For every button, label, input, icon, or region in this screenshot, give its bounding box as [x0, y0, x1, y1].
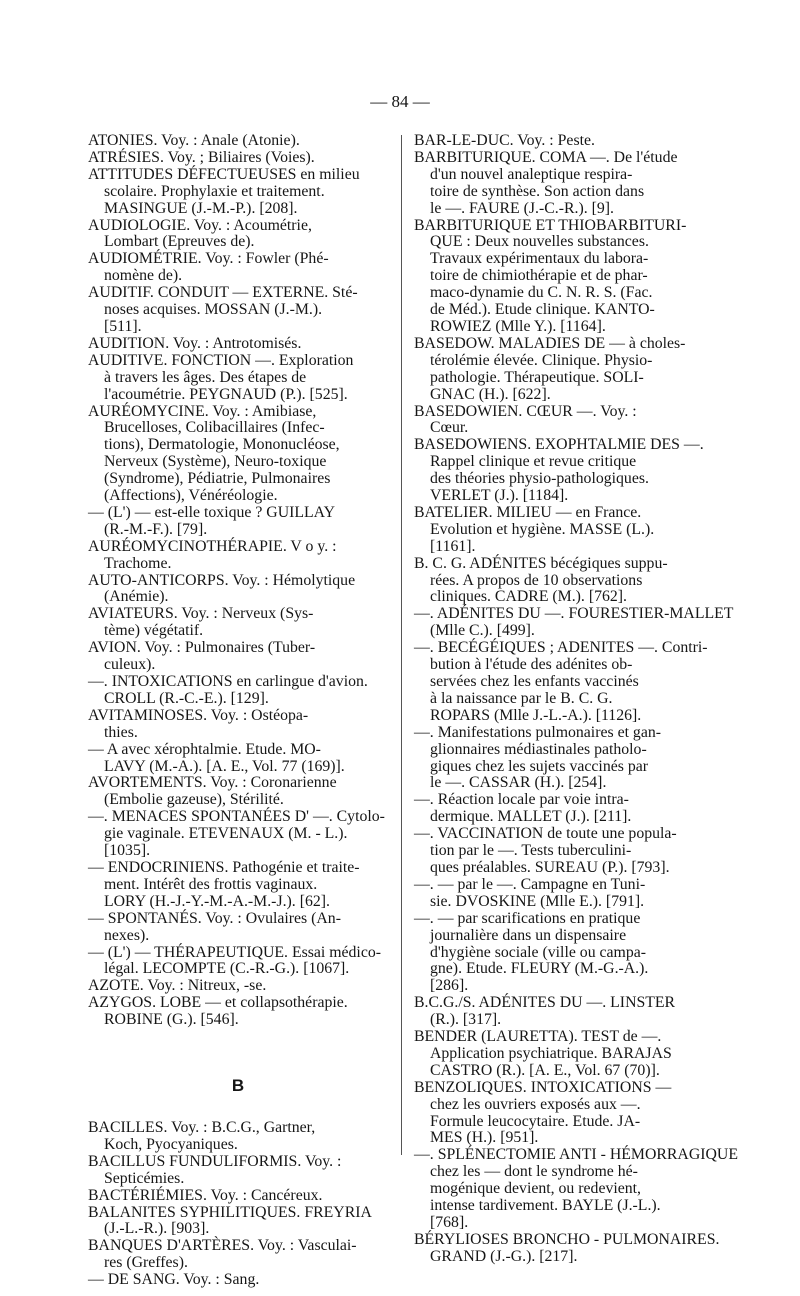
index-entry — [88, 995, 388, 1029]
index-entry — [414, 1146, 738, 1232]
index-entry — [88, 167, 388, 218]
entry-line: gne). Etude. FLEURY (M.-G.-A.). — [430, 960, 649, 978]
index-entry — [88, 404, 388, 505]
entry-line: cliniques. CADRE (M.). [762]. — [430, 588, 627, 606]
entry-line: —. — par scarifications en pratique — [414, 909, 641, 927]
entry-line: AUDITIVE. FONCTION —. Exploration — [88, 351, 354, 369]
entry-line: BENDER (LAURETTA). TEST de —. — [414, 1028, 662, 1046]
index-entry — [88, 708, 388, 742]
entry-line: [286]. — [430, 977, 469, 995]
entry-line: (Mlle C.). [499]. — [430, 622, 535, 640]
index-entry — [88, 1272, 388, 1289]
entry-line: BANQUES D'ARTÈRES. Voy. : Vasculai- — [88, 1237, 357, 1255]
index-column-left — [88, 133, 388, 1289]
entry-line: — SPONTANÉS. Voy. : Ovulaires (An- — [88, 909, 341, 927]
entry-line: AZOTE. Voy. : Nitreux, -se. — [88, 977, 267, 995]
index-entry — [88, 742, 388, 776]
index-entry — [88, 860, 388, 911]
entry-line: MES (H.). [951]. — [430, 1129, 539, 1147]
index-entry — [414, 725, 717, 793]
entry-line: (R.). [317]. — [430, 1011, 502, 1029]
entry-line: AVORTEMENTS. Voy. : Coronarienne — [88, 774, 337, 792]
entry-line: Travaux expérimentaux du labora- — [430, 250, 649, 268]
index-entry — [88, 945, 388, 979]
index-entry — [414, 605, 734, 640]
entry-line: LAVY (M.-A.). [A. E., Vol. 77 (169)]. — [104, 757, 345, 775]
index-entry — [414, 640, 717, 725]
entry-line: scolaire. Prophylaxie et traitement. — [104, 182, 325, 200]
entry-line: rées. A propos de 10 observations — [430, 571, 643, 589]
entry-line: [1035]. — [104, 842, 151, 860]
entry-line: AURÉOMYCINE. Voy. : Amibiase, — [88, 402, 317, 420]
column-divider — [401, 135, 402, 1155]
entry-line: d'hygiène sociale (ville ou campa- — [430, 943, 647, 961]
entry-line: AUDITIF. CONDUIT — EXTERNE. Sté- — [88, 284, 358, 302]
entry-line: ROBINE (G.). [546]. — [104, 1011, 239, 1029]
index-entry — [414, 404, 717, 438]
entry-line: —. SPLÉNECTOMIE ANTI - HÉMORRAGIQUE — [414, 1146, 738, 1164]
index-entry — [88, 978, 388, 995]
entries-b — [88, 1120, 388, 1289]
index-entry — [414, 877, 717, 911]
entry-line: légal. LECOMPTE (C.-R.-G.). [1067]. — [104, 960, 350, 978]
entry-line: (Embolie gazeuse), Stérilité. — [104, 791, 284, 809]
entry-line: BACTÉRIÉMIES. Voy. : Cancéreux. — [88, 1186, 323, 1204]
index-entry — [88, 1205, 388, 1239]
entry-line: Nerveux (Système), Neuro-toxique — [104, 453, 327, 471]
index-entry — [88, 539, 388, 573]
entry-line: BASEDOW. MALADIES DE — à choles- — [414, 334, 686, 352]
index-entry — [88, 336, 388, 353]
entry-line: tème) végétatif. — [104, 622, 204, 640]
entry-line: —. — par le —. Campagne en Tuni- — [414, 875, 646, 893]
entry-line: BASEDOWIEN. CŒUR —. Voy. : — [414, 402, 637, 420]
entry-line: de Méd.). Etude clinique. KANTO- — [430, 301, 655, 319]
entry-line: BAR-LE-DUC. Voy. : Peste. — [414, 132, 595, 149]
entry-line: giques chez les sujets vaccinés par — [430, 757, 649, 775]
entry-line: maco-dynamie du C. N. R. S. (Fac. — [430, 284, 653, 302]
index-entry — [88, 640, 388, 674]
entry-line: Formule leucocytaire. Etude. JA- — [430, 1112, 641, 1130]
page-number: — 84 — — [370, 92, 430, 111]
entry-line: nexes). — [104, 926, 150, 944]
entry-line: le —. CASSAR (H.). [254]. — [430, 774, 607, 792]
index-entry — [88, 353, 388, 404]
entry-line: res (Greffes). — [104, 1254, 188, 1272]
entry-line: —. VACCINATION de toute une popula- — [414, 825, 677, 843]
entry-line: Septicémies. — [104, 1169, 185, 1187]
entry-line: AUDIOLOGIE. Voy. : Acoumétrie, — [88, 216, 312, 234]
entry-line: Lombart (Epreuves de). — [104, 233, 255, 251]
entry-line: toire de synthèse. Son action dans — [430, 182, 645, 200]
entry-line: [768]. — [430, 1214, 469, 1231]
entry-line: Evolution et hygiène. MASSE (L.). — [430, 520, 655, 538]
index-entry — [88, 606, 388, 640]
entry-line: chez les — dont le syndrome hé- — [430, 1163, 638, 1181]
entry-line: à travers les âges. Des étapes de — [104, 368, 307, 386]
index-entry — [88, 505, 388, 539]
entries-a — [88, 133, 388, 1029]
entry-line: BASEDOWIENS. EXOPHTALMIE DES —. — [414, 436, 704, 454]
entry-line: AUTO-ANTICORPS. Voy. : Hémolytique — [88, 571, 356, 589]
entry-line: noses acquises. MOSSAN (J.-M.). — [104, 301, 323, 319]
index-entry — [88, 911, 388, 945]
index-entry — [88, 1188, 388, 1205]
entry-line: ROWIEZ (Mlle Y.). [1164]. — [430, 317, 606, 335]
entry-line: d'un nouvel analeptique respira- — [430, 165, 633, 183]
entry-line: gie vaginale. ETEVENAUX (M. - L.). — [104, 825, 348, 843]
index-entry — [88, 150, 388, 167]
index-entry — [414, 1230, 720, 1266]
entry-line: bution à l'étude des adénites ob- — [430, 656, 633, 674]
entry-line: QUE : Deux nouvelles substances. — [430, 233, 649, 251]
entry-line: GRAND (J.-G.). [217]. — [430, 1247, 578, 1265]
index-entry — [88, 285, 388, 336]
entry-line: Application psychiatrique. BARAJAS — [430, 1044, 672, 1062]
entry-line: le —. FAURE (J.-C.-R.). [9]. — [430, 199, 614, 217]
entry-line: B. C. G. ADÉNITES bécégiques suppu- — [414, 554, 668, 572]
entry-line: —. Réaction locale par voie intra- — [414, 791, 629, 809]
index-entry — [414, 556, 717, 607]
entries-right — [414, 132, 738, 1266]
index-entry — [414, 826, 717, 877]
index-entry — [414, 218, 717, 336]
entry-line: ment. Intérêt des frottis vaginaux. — [104, 875, 318, 893]
entry-line: (Anémie). — [104, 588, 169, 606]
entry-line: chez les ouvriers exposés aux —. — [430, 1095, 641, 1113]
index-entry — [414, 150, 717, 218]
index-entry — [88, 1154, 388, 1188]
entry-line: AVION. Voy. : Pulmonaires (Tuber- — [88, 639, 316, 657]
index-entry — [414, 792, 717, 826]
entry-line: journalière dans un dispensaire — [430, 926, 627, 944]
entry-line: nomène de). — [104, 267, 183, 285]
entry-line: B.C.G./S. ADÉNITES DU —. LINSTER — [414, 994, 676, 1012]
entry-line: ATTITUDES DÉFECTUEUSES en milieu — [88, 165, 360, 183]
entry-line: glionnaires médiastinales patholo- — [430, 740, 647, 758]
entry-line: VERLET (J.). [1184]. — [430, 487, 569, 505]
index-entry — [414, 133, 717, 150]
entry-line: l'acoumétrie. PEYGNAUD (P.). [525]. — [104, 385, 348, 403]
entry-line: BATELIER. MILIEU — en France. — [414, 503, 642, 521]
entry-line: BACILLES. Voy. : B.C.G., Gartner, — [88, 1119, 316, 1137]
entry-line: tions), Dermatologie, Mononucléose, — [104, 436, 340, 454]
entry-line: térolémie élevée. Clinique. Physio- — [430, 351, 653, 369]
entry-line: Trachome. — [104, 554, 172, 572]
entry-line: ATRÉSIES. Voy. ; Biliaires (Voies). — [88, 148, 315, 166]
entry-line: BÉRYLIOSES BRONCHO - PULMONAIRES. — [414, 1230, 720, 1248]
entry-line: des théories physio-pathologiques. — [430, 470, 649, 488]
index-entry — [88, 1238, 388, 1272]
entry-line: (R.-M.-F.). [79]. — [104, 520, 208, 538]
entry-line: — (L') — THÉRAPEUTIQUE. Essai médico- — [88, 943, 381, 961]
entry-line: (J.-L.-R.). [903]. — [104, 1220, 210, 1238]
entry-line: AURÉOMYCINOTHÉRAPIE. V o y. : — [88, 537, 337, 555]
entry-line: AUDITION. Voy. : Antrotomisés. — [88, 334, 302, 352]
entry-line: LORY (H.-J.-Y.-M.-A.-M.-J.). [62]. — [104, 892, 330, 910]
entry-line: (Syndrome), Pédiatrie, Pulmonaires — [104, 470, 331, 488]
entry-line: mogénique devient, ou redevient, — [430, 1180, 641, 1198]
index-entry — [414, 911, 717, 996]
entry-line: ROPARS (Mlle J.-L.-A.). [1126]. — [430, 706, 642, 724]
index-entry — [88, 251, 388, 285]
entry-line: BENZOLIQUES. INTOXICATIONS — — [414, 1078, 672, 1096]
entry-line: — A avec xérophtalmie. Etude. MO- — [88, 740, 321, 758]
entry-line: — ENDOCRINIENS. Pathogénie et traite- — [88, 858, 360, 876]
entry-line: à la naissance par le B. C. G. — [430, 689, 613, 707]
index-entry — [414, 1029, 717, 1080]
entry-line: BARBITURIQUE ET THIOBARBITURI- — [414, 216, 687, 234]
entry-line: —. Manifestations pulmonaires et gan- — [414, 723, 661, 741]
entry-line: culeux). — [104, 656, 156, 674]
entry-line: BALANITES SYPHILITIQUES. FREYRIA — [88, 1203, 372, 1221]
entry-line: —. INTOXICATIONS en carlingue d'avion. — [88, 673, 368, 690]
entry-line: MASINGUE (J.-M.-P.). [208]. — [104, 199, 298, 217]
entry-line: — (L') — est-elle toxique ? GUILLAY — [88, 503, 336, 521]
entry-line: AVIATEURS. Voy. : Nerveux (Sys- — [88, 605, 314, 623]
entry-line: servées chez les enfants vaccinés — [430, 673, 639, 690]
index-entry — [88, 218, 388, 252]
entry-line: AVITAMINOSES. Voy. : Ostéopa- — [88, 706, 309, 724]
entry-line: Rappel clinique et revue critique — [430, 453, 637, 471]
entry-line: (Affections), Vénéréologie. — [104, 487, 278, 505]
entry-line: pathologie. Thérapeutique. SOLI- — [430, 368, 644, 386]
entry-line: intense tardivement. BAYLE (J.-L.). — [430, 1197, 661, 1215]
entry-line: BARBITURIQUE. COMA —. De l'étude — [414, 148, 678, 166]
entry-line: toire de chimiothérapie et de phar- — [430, 267, 648, 285]
entry-line: BACILLUS FUNDULIFORMIS. Voy. : — [88, 1152, 342, 1170]
index-entry — [88, 674, 388, 708]
entry-line: dermique. MALLET (J.). [211]. — [430, 808, 632, 826]
entry-line: thies. — [104, 723, 138, 741]
entry-line: ATONIES. Voy. : Anale (Atonie). — [88, 132, 300, 149]
entry-line: —. MENACES SPONTANÉES D' —. Cytolo- — [88, 808, 385, 826]
entry-line: CROLL (R.-C.-E.). [129]. — [104, 689, 269, 707]
entry-line: sie. DVOSKINE (Mlle E.). [791]. — [430, 892, 645, 910]
index-entry — [88, 775, 388, 809]
entry-line: —. BECÉGÉIQUES ; ADENITES —. Contri- — [414, 639, 708, 657]
entry-line: — DE SANG. Voy. : Sang. — [88, 1271, 260, 1289]
entry-line: Brucelloses, Colibacillaires (Infec- — [104, 419, 325, 437]
index-entry — [88, 573, 388, 607]
index-entry — [414, 995, 717, 1029]
entry-line: Koch, Pyocyaniques. — [104, 1135, 238, 1153]
entry-line: Cœur. — [430, 419, 469, 437]
entry-line: ques préalables. SUREAU (P.). [793]. — [430, 858, 670, 876]
index-entry — [88, 809, 388, 860]
entry-line: —. ADÉNITES DU —. FOURESTIER-MALLET — [414, 605, 734, 623]
index-entry — [414, 336, 717, 404]
index-entry — [414, 1080, 717, 1148]
entry-line: AZYGOS. LOBE — et collapsothérapie. — [88, 994, 348, 1012]
section-letter: B — [231, 1076, 245, 1096]
entry-line: CASTRO (R.). [A. E., Vol. 67 (70)]. — [430, 1061, 660, 1079]
entry-line: AUDIOMÉTRIE. Voy. : Fowler (Phé- — [88, 250, 329, 268]
index-entry — [414, 505, 717, 556]
index-entry — [414, 437, 717, 505]
index-entry — [88, 1120, 388, 1154]
index-entry — [88, 133, 388, 150]
entry-line: [511]. — [104, 317, 142, 335]
entry-line: [1161]. — [430, 537, 476, 555]
index-column-right — [414, 132, 738, 1266]
entry-line: GNAC (H.). [622]. — [430, 385, 551, 403]
entry-line: tion par le —. Tests tuberculini- — [430, 842, 632, 860]
